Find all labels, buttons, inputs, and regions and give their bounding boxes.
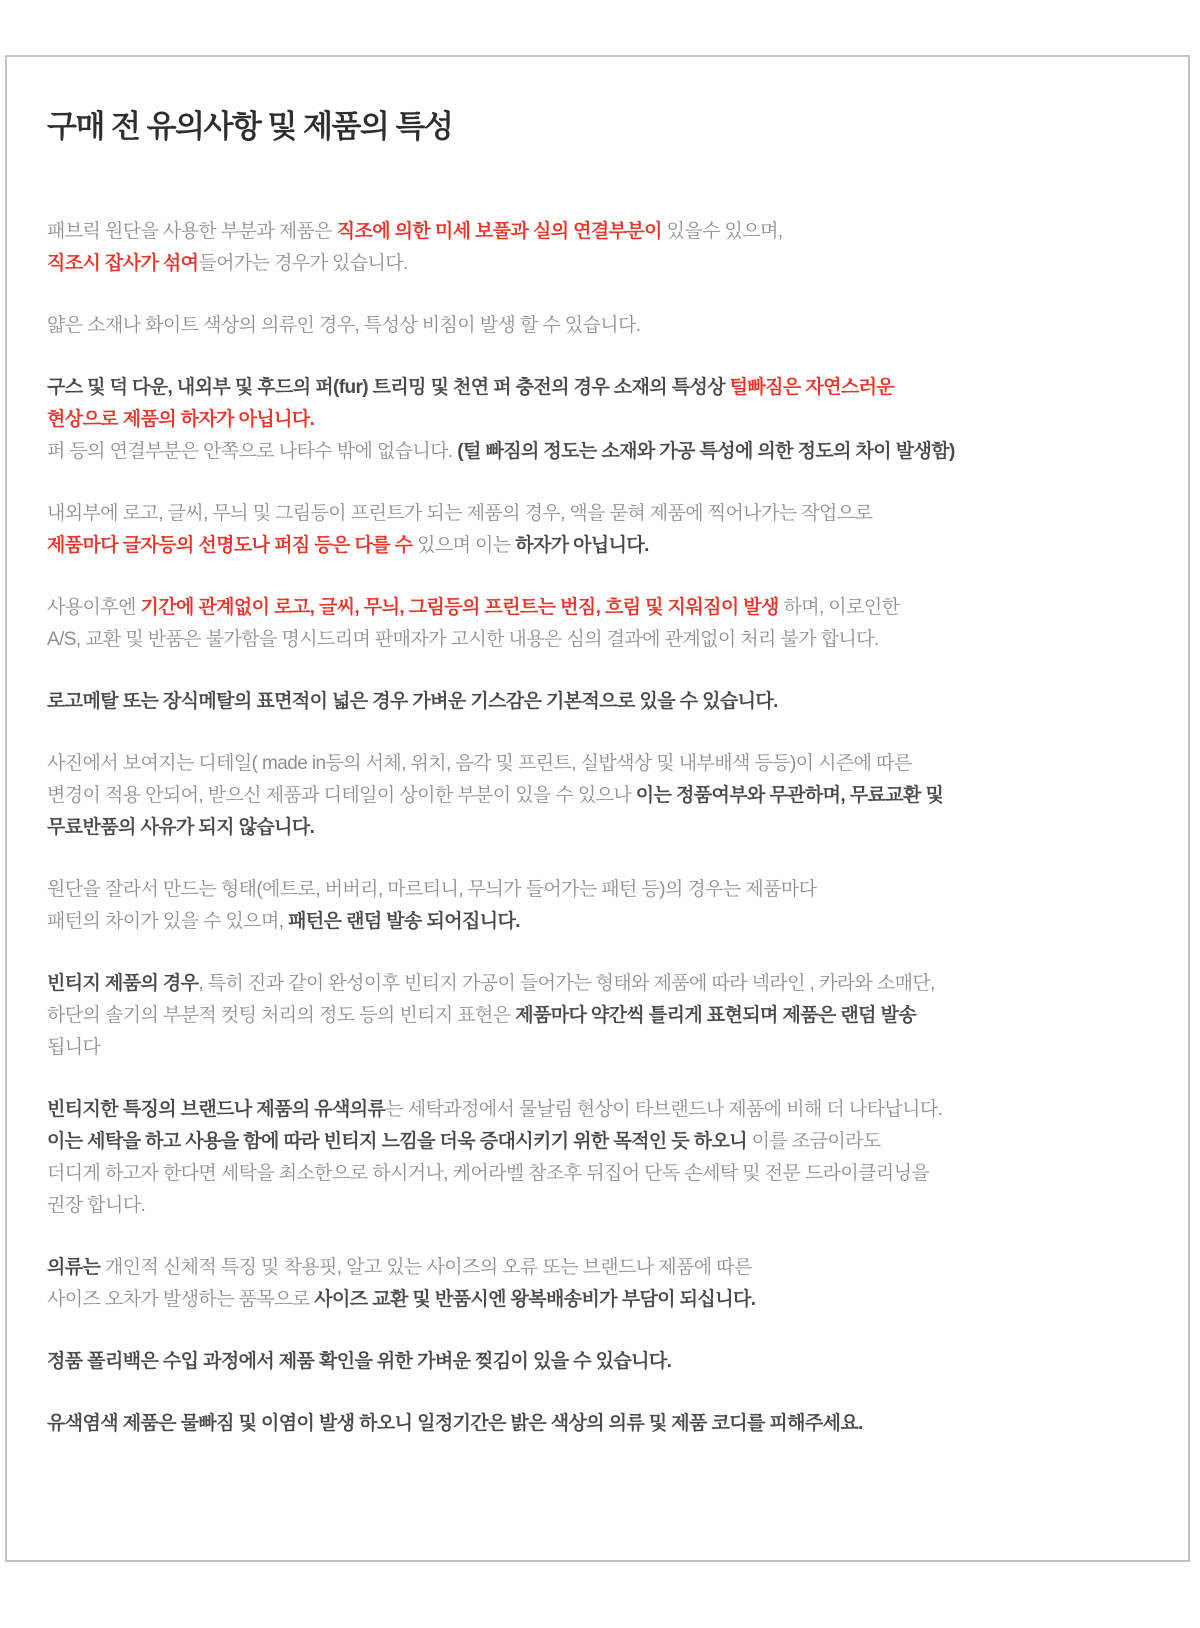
text-run-bold: 의류는 [47,1257,105,1278]
paragraph-8 [47,874,1148,938]
page-title: 구매 전 유의사항 및 제품의 특성 [47,109,453,144]
text-run-bold: 무료반품의 사유가 되지 않습니다. [47,817,315,838]
text-run-bold: 빈티지한 특징의 브랜드나 제품의 유색의류 [47,1099,386,1120]
paragraph-4 [47,498,1148,562]
text-run-normal: , 특히 진과 같이 완성이후 빈티지 가공이 들어가는 형태와 제품에 따라 넥라인 , 카라와 소매단, [198,973,935,994]
paragraph-7 [47,748,1148,844]
text-run-red: 털빠짐은 자연스러운 [729,377,895,398]
text-run-bold: 제품마다 약간씩 틀리게 표현되며 제품은 랜덤 발송 [515,1005,917,1026]
text-run-bold: 사이즈 교환 및 반품시엔 왕복배송비가 부담이 되십니다. [314,1289,756,1310]
text-run-bold: 이는 정품여부와 무관하며, 무료교환 및 [635,785,944,806]
text-run-red: 직조시 잡사가 섞여 [47,253,199,274]
text-run-normal: 권장 합니다. [47,1195,146,1216]
paragraph-11 [47,1252,1148,1316]
text-run-bold: 로고메탈 또는 장식메탈의 표면적이 넓은 경우 가벼운 기스감은 기본적으로 있을 수 있습니다. [47,691,778,712]
paragraph-13 [47,1408,1148,1440]
text-run-normal: A/S, 교환 및 반품은 불가함을 명시드리며 판매자가 고시한 내용은 심의 결과에 관계없이 처리 불가 합니다. [47,629,879,650]
text-run-normal: 하단의 솔기의 부분적 컷팅 처리의 정도 등의 빈티지 표현은 [47,1005,516,1026]
text-run-bold: 빈티지 제품의 경우 [47,973,199,994]
text-run-normal: 는 세탁과정에서 물날림 현상이 타브랜드나 제품에 비해 더 나타납니다. [385,1099,943,1120]
text-run-bold: 패턴은 랜덤 발송 되어집니다. [288,911,520,932]
text-run-normal: 패브릭 원단을 사용한 부분과 제품은 [47,221,337,242]
text-run-bold: 하자가 아닙니다. [515,535,649,556]
text-run-normal: 있을수 있으며, [661,221,783,242]
paragraph-3 [47,372,1148,468]
text-run-normal: 됩니다 [47,1037,101,1058]
paragraph-6 [47,686,1148,718]
text-run-normal: 패턴의 차이가 있을 수 있으며, [47,911,289,932]
text-run-normal: 하며, 이로인한 [778,597,900,618]
text-run-normal: 얇은 소재나 화이트 색상의 의류인 경우, 특성상 비침이 발생 할 수 있습니다. [47,315,641,336]
text-run-red: 기간에 관계없이 로고, 글씨, 무늬, 그림등의 프린트는 번짐, 흐림 및 지워짐이 발생 [140,597,779,618]
text-run-normal: 사용이후엔 [47,597,141,618]
paragraph-10 [47,1094,1148,1222]
text-run-bold: (털 빠짐의 정도는 소재와 가공 특성에 의한 정도의 차이 발생함) [457,441,955,462]
text-run-red: 제품마다 글자등의 선명도나 퍼짐 등은 다를 수 [47,535,413,556]
paragraph-list [47,216,1148,1440]
text-run-red: 현상으로 제품의 하자가 아닙니다. [47,409,315,430]
text-run-normal: 변경이 적용 안되어, 받으신 제품과 디테일이 상이한 부분이 있을 수 있으나 [47,785,636,806]
text-run-normal: 개인적 신체적 특징 및 착용핏, 알고 있는 사이즈의 오류 또는 브랜드나 제품에 따른 [104,1257,752,1278]
text-run-normal: 퍼 등의 연결부분은 안쪽으로 나타수 밖에 없습니다. [47,441,458,462]
text-run-normal: 이를 조금이라도 [751,1131,881,1152]
text-run-bold: 구스 및 덕 다운, 내외부 및 후드의 퍼(fur) 트리밍 및 천연 퍼 충전의 경우 소재의 특성상 [47,377,730,398]
text-run-normal: 원단을 잘라서 만드는 형태(에트로, 버버리, 마르티니, 무늬가 들어가는 패턴 등)의 경우는 제품마다 [47,879,817,900]
notice-frame [5,55,1190,1562]
text-run-normal: 들어가는 경우가 있습니다. [198,253,408,274]
text-run-normal: 내외부에 로고, 글씨, 무늬 및 그림등이 프린트가 되는 제품의 경우, 액을 묻혀 제품에 찍어나가는 작업으로 [47,503,873,524]
text-run-normal: 더디게 하고자 한다면 세탁을 최소한으로 하시거나, 케어라벨 참조후 뒤집어 단독 손세탁 및 전문 드라이클리닝을 [47,1163,930,1184]
text-run-bold: 이는 세탁을 하고 사용을 함에 따라 빈티지 느낌을 더욱 증대시키기 위한 목적인 듯 하오니 [47,1131,752,1152]
text-run-red: 직조에 의한 미세 보풀과 실의 연결부분이 [336,221,662,242]
text-run-bold: 정품 폴리백은 수입 과정에서 제품 확인을 위한 가벼운 찢김이 있을 수 있습니다. [47,1351,672,1372]
text-run-normal: 있으며 이는 [412,535,516,556]
text-run-bold: 유색염색 제품은 물빠짐 및 이염이 발생 하오니 일정기간은 밝은 색상의 의류 및 제품 코디를 피해주세요. [47,1413,863,1434]
paragraph-2 [47,310,1148,342]
paragraph-1 [47,216,1148,280]
paragraph-9 [47,968,1148,1064]
paragraph-5 [47,592,1148,656]
text-run-normal: 사진에서 보여지는 디테일( made in등의 서체, 위치, 음각 및 프린트, 실밥색상 및 내부배색 등등)이 시즌에 따른 [47,753,912,774]
text-run-normal: 사이즈 오차가 발생하는 품목으로 [47,1289,315,1310]
paragraph-12 [47,1346,1148,1378]
